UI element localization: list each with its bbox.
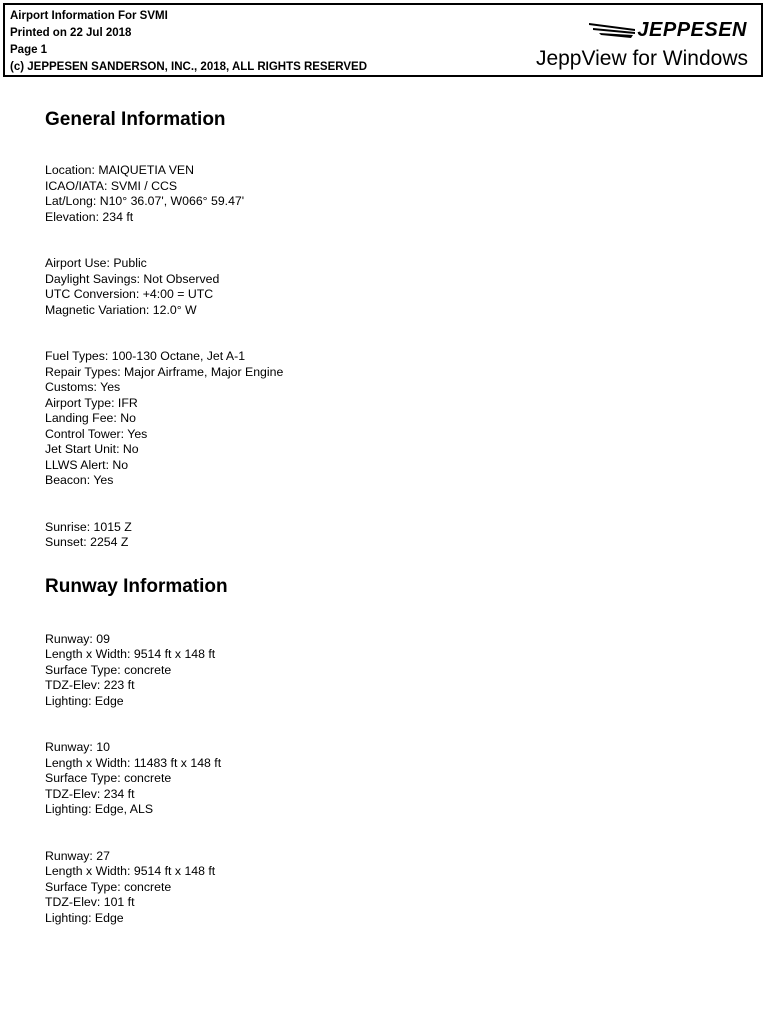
info-line: Magnetic Variation: 12.0° W: [45, 302, 197, 317]
info-group: [45, 256, 745, 318]
info-line: TDZ-Elev: 101 ft: [45, 895, 135, 909]
info-line: Lighting: Edge: [45, 910, 124, 925]
header-info: [10, 8, 367, 76]
info-line: Length x Width: 9514 ft x 148 ft: [45, 647, 216, 661]
info-line: Runway: 09: [45, 631, 110, 646]
info-line: UTC Conversion: +4:00 = UTC: [45, 287, 214, 301]
header-title: Airport Information For SVMI: [10, 10, 168, 22]
info-line: Surface Type: concrete: [45, 879, 172, 894]
runway-info-title: Runway Information: [45, 575, 228, 597]
info-line: Location: MAIQUETIA VEN: [45, 163, 194, 177]
header-copyright: (c) JEPPESEN SANDERSON, INC., 2018, ALL RIGHTS RESERVED: [10, 61, 368, 73]
info-group: [45, 849, 745, 927]
info-line: Sunset: 2254 Z: [45, 535, 129, 549]
info-group: [45, 520, 745, 551]
info-line: LLWS Alert: No: [45, 457, 129, 472]
info-line: Surface Type: concrete: [45, 662, 172, 677]
page-header: [3, 3, 763, 77]
info-line: Repair Types: Major Airframe, Major Engine: [45, 364, 284, 379]
jeppesen-swoosh-icon: [589, 20, 635, 40]
info-line: Lat/Long: N10° 36.07', W066° 59.47': [45, 194, 245, 208]
header-page-number: Page 1: [10, 44, 48, 56]
info-group: [45, 632, 745, 710]
info-line: Runway: 27: [45, 848, 110, 863]
info-line: Airport Type: IFR: [45, 395, 138, 410]
info-line: TDZ-Elev: 223 ft: [45, 678, 135, 692]
jeppesen-logo: [589, 15, 747, 45]
info-line: Runway: 10: [45, 740, 110, 754]
info-line: Customs: Yes: [45, 380, 121, 394]
info-line: Elevation: 234 ft: [45, 209, 134, 224]
info-group: [45, 349, 745, 489]
general-info-list: [45, 163, 745, 551]
document-body: [45, 108, 745, 926]
info-line: Daylight Savings: Not Observed: [45, 271, 220, 286]
info-line: Airport Use: Public: [45, 256, 147, 270]
info-line: Beacon: Yes: [45, 473, 114, 487]
info-line: ICAO/IATA: SVMI / CCS: [45, 178, 178, 193]
general-info-title: General Information: [45, 109, 226, 130]
info-line: Landing Fee: No: [45, 411, 136, 425]
info-group: [45, 163, 745, 225]
info-line: Lighting: Edge: [45, 693, 124, 708]
info-line: Fuel Types: 100-130 Octane, Jet A-1: [45, 349, 246, 363]
info-line: Length x Width: 9514 ft x 148 ft: [45, 864, 216, 878]
product-name: JeppView for Windows: [535, 47, 748, 70]
info-line: Control Tower: Yes: [45, 426, 148, 441]
logo-text: JEPPESEN: [637, 18, 747, 41]
header-print-date: Printed on 22 Jul 2018: [10, 27, 132, 39]
info-line: Length x Width: 11483 ft x 148 ft: [45, 755, 222, 770]
info-line: Lighting: Edge, ALS: [45, 802, 154, 816]
info-line: Jet Start Unit: No: [45, 442, 139, 456]
runway-info-list: [45, 632, 745, 927]
info-line: Surface Type: concrete: [45, 771, 172, 785]
info-group: [45, 740, 745, 818]
info-line: TDZ-Elev: 234 ft: [45, 786, 135, 801]
info-line: Sunrise: 1015 Z: [45, 519, 132, 534]
